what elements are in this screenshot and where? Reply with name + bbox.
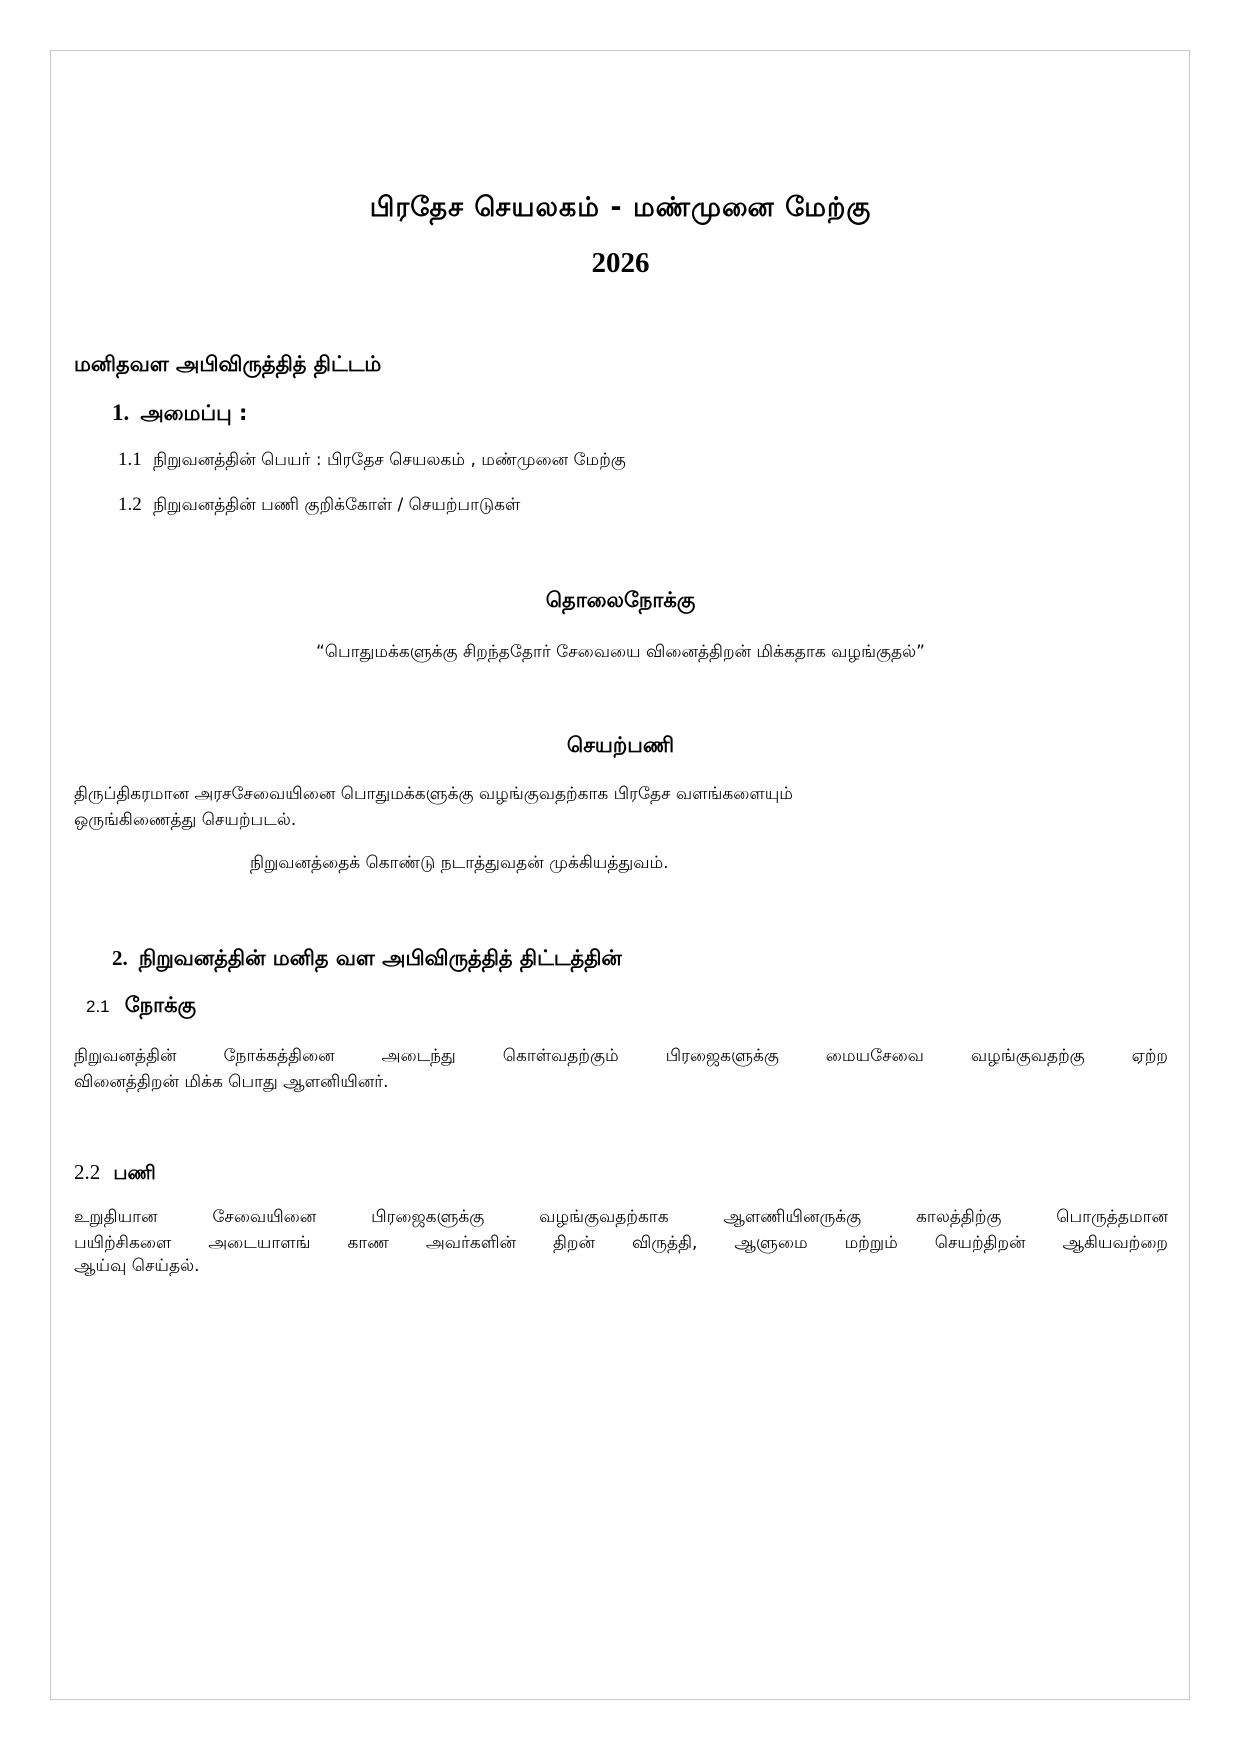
section1-item2 bbox=[118, 494, 520, 517]
mission-line-1: திருப்திகரமான அரசசேவையினை பொதுமக்களுக்கு வழங்குவதற்காக பிரதேச வளங்களையும் bbox=[74, 784, 793, 804]
mission-heading: செயற்பணி bbox=[566, 733, 675, 757]
subsection-title: நோக்கு bbox=[124, 993, 197, 1017]
section2-2-line-2: பயிற்சிகளை அடையாளங் காண அவர்களின் திறன் விருத்தி, ஆளுமை மற்றும் செயற்திறன் ஆகியவற்றை bbox=[74, 1233, 1168, 1253]
main-heading: மனிதவள அபிவிருத்தித் திட்டம் bbox=[74, 352, 382, 376]
document-year: 2026 bbox=[591, 247, 650, 279]
section2-heading bbox=[112, 946, 622, 973]
item-text: நிறுவனத்தின் பணி குறிக்கோள் / செயற்பாடுகள் bbox=[153, 495, 521, 515]
section1-title: அமைப்பு : bbox=[140, 401, 248, 425]
importance-text: நிறுவனத்தைக் கொண்டு நடாத்துவதன் முக்கியத்துவம். bbox=[250, 853, 669, 873]
section1-heading bbox=[112, 400, 247, 428]
vision-heading: தொலைநோக்கு bbox=[545, 588, 696, 612]
item-number: 1.2 bbox=[118, 494, 142, 515]
subsection-number: 2.2 bbox=[74, 1160, 101, 1184]
section1-item1 bbox=[118, 449, 626, 472]
vision-text: “பொதுமக்களுக்கு சிறந்ததோர் சேவையை வினைத்திறன் மிக்கதாக வழங்குதல்” bbox=[316, 642, 925, 662]
section1-number: 1. bbox=[112, 400, 130, 425]
section2-title: நிறுவனத்தின் மனித வள அபிவிருத்தித் திட்டத்தின் bbox=[138, 946, 622, 970]
subsection-title: பணி bbox=[113, 1162, 156, 1184]
item-number: 1.1 bbox=[118, 449, 142, 470]
section2-1-line-2: வினைத்திறன் மிக்க பொது ஆளனியினர். bbox=[74, 1072, 389, 1092]
page-frame bbox=[50, 50, 1190, 1700]
subsection-number: 2.1 bbox=[86, 997, 110, 1016]
section2-1-line-1: நிறுவனத்தின் நோக்கத்தினை அடைந்து கொள்வதற்கும் பிரஜைகளுக்கு மையசேவை வழங்குவதற்கு ஏற்ற bbox=[74, 1046, 1168, 1066]
item-text: நிறுவனத்தின் பெயர் : பிரதேச செயலகம் , மண்முனை மேற்கு bbox=[153, 450, 626, 470]
section2-number: 2. bbox=[112, 946, 128, 970]
mission-line-2: ஒருங்கிணைத்து செயற்படல். bbox=[74, 810, 297, 830]
section2-1-heading bbox=[86, 993, 196, 1020]
section2-2-line-1: உறுதியான சேவையினை பிரஜைகளுக்கு வழங்குவதற்காக ஆளணியினருக்கு காலத்திற்கு பொருத்தமான bbox=[74, 1207, 1168, 1227]
document-title: பிரதேச செயலகம் - மண்முனை மேற்கு bbox=[369, 192, 872, 223]
section2-2-line-3: ஆய்வு செய்தல். bbox=[74, 1256, 200, 1276]
section2-2-heading bbox=[74, 1160, 156, 1187]
